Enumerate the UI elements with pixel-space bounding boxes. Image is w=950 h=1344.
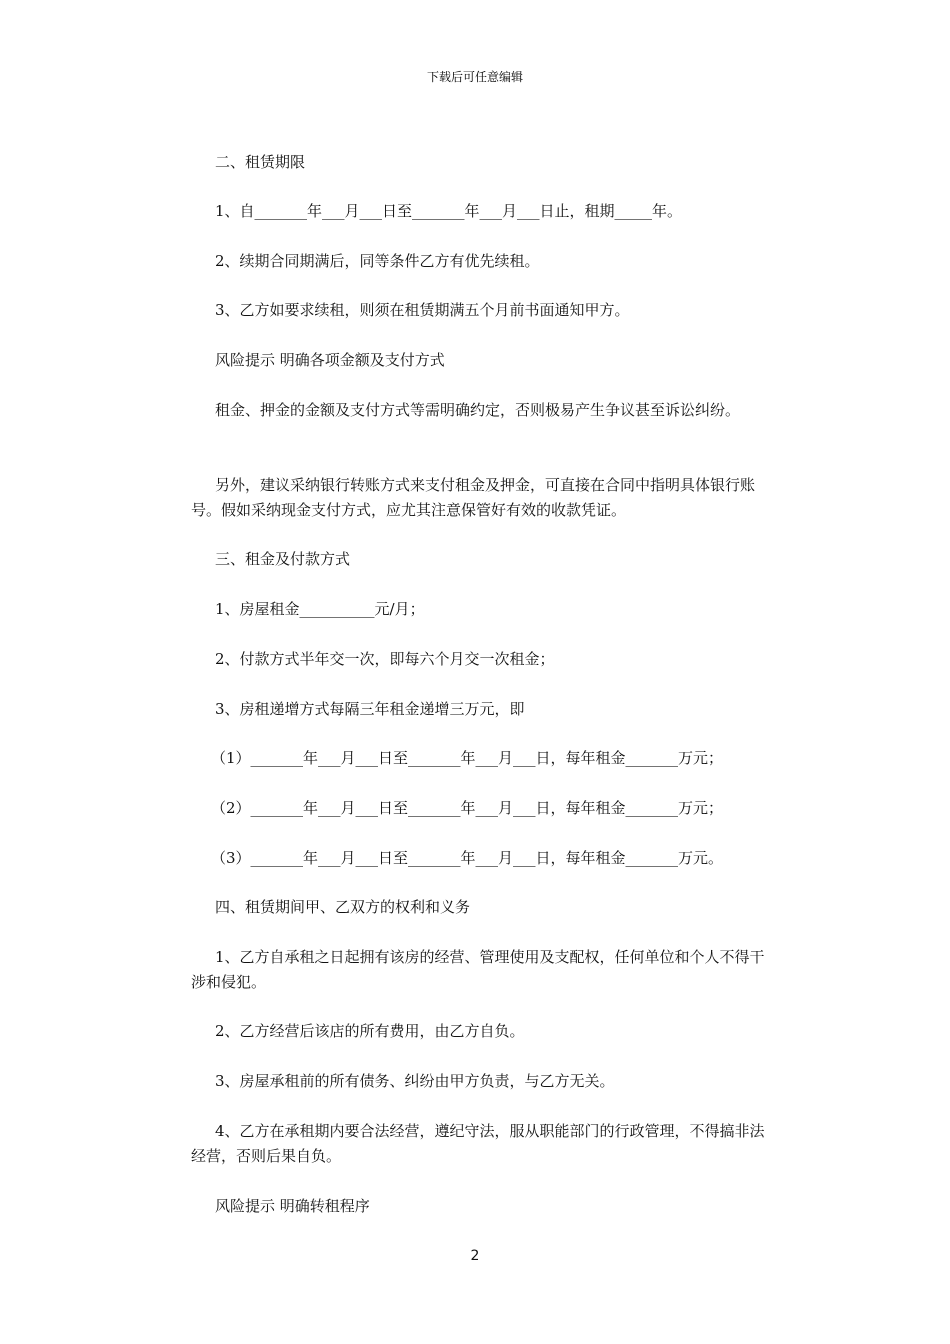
section-heading-rights-obligations: 四、租赁期间甲、乙双方的权利和义务 — [215, 898, 471, 916]
risk-tip-paragraph: 租金、押金的金额及支付方式等需明确约定，否则极易产生争议甚至诉讼纠纷。 — [215, 401, 741, 419]
clause-lease-period: 1、自_______年___月___日至_______年___月___日止，租期_____年。 — [215, 202, 683, 220]
clause-payment-method: 2、付款方式半年交一次，即每六个月交一次租金； — [215, 650, 555, 668]
clause-lawful-operation: 4、乙方在承租期内要合法经营，遵纪守法，服从职能部门的行政管理，不得搞非法经营，否则后果自负。 — [191, 1122, 765, 1165]
rent-schedule-line: （1）_______年___月___日至_______年___月___日，每年租金_______万元； — [211, 749, 724, 767]
rent-schedule-line: （3）_______年___月___日至_______年___月___日，每年租金_______万元。 — [211, 849, 724, 867]
risk-tip-paragraph: 另外，建议采纳银行转账方式来支付租金及押金，可直接在合同中指明具体银行账号。假如采纳现金支付方式，应尤其注意保管好有效的收款凭证。 — [191, 476, 756, 519]
page-number: 2 — [470, 1248, 480, 1264]
clause-rent-increase: 3、房租递增方式每隔三年租金递增三万元，即 — [215, 700, 525, 718]
clause-rent-amount: 1、房屋租金__________元/月； — [215, 600, 425, 618]
rent-schedule-line: （2）_______年___月___日至_______年___月___日，每年租金_______万元； — [211, 799, 724, 817]
clause-renewal-notice: 3、乙方如要求续租，则须在租赁期满五个月前书面通知甲方。 — [215, 301, 630, 319]
clause-operating-rights: 1、乙方自承租之日起拥有该房的经营、管理使用及支配权，任何单位和个人不得干涉和侵犯。 — [191, 948, 765, 991]
risk-tip-heading: 风险提示 明确转租程序 — [215, 1197, 370, 1215]
section-heading-lease-term: 二、租赁期限 — [215, 153, 306, 171]
risk-tip-heading: 风险提示 明确各项金额及支付方式 — [215, 351, 445, 369]
page-header: 下载后可任意编辑 — [426, 70, 523, 84]
section-heading-rent-payment: 三、租金及付款方式 — [215, 550, 351, 568]
clause-renewal-priority: 2、续期合同期满后，同等条件乙方有优先续租。 — [215, 252, 540, 270]
clause-prior-debts: 3、房屋承租前的所有债务、纠纷由甲方负责，与乙方无关。 — [215, 1072, 615, 1090]
clause-expenses: 2、乙方经营后该店的所有费用，由乙方自负。 — [215, 1022, 525, 1040]
